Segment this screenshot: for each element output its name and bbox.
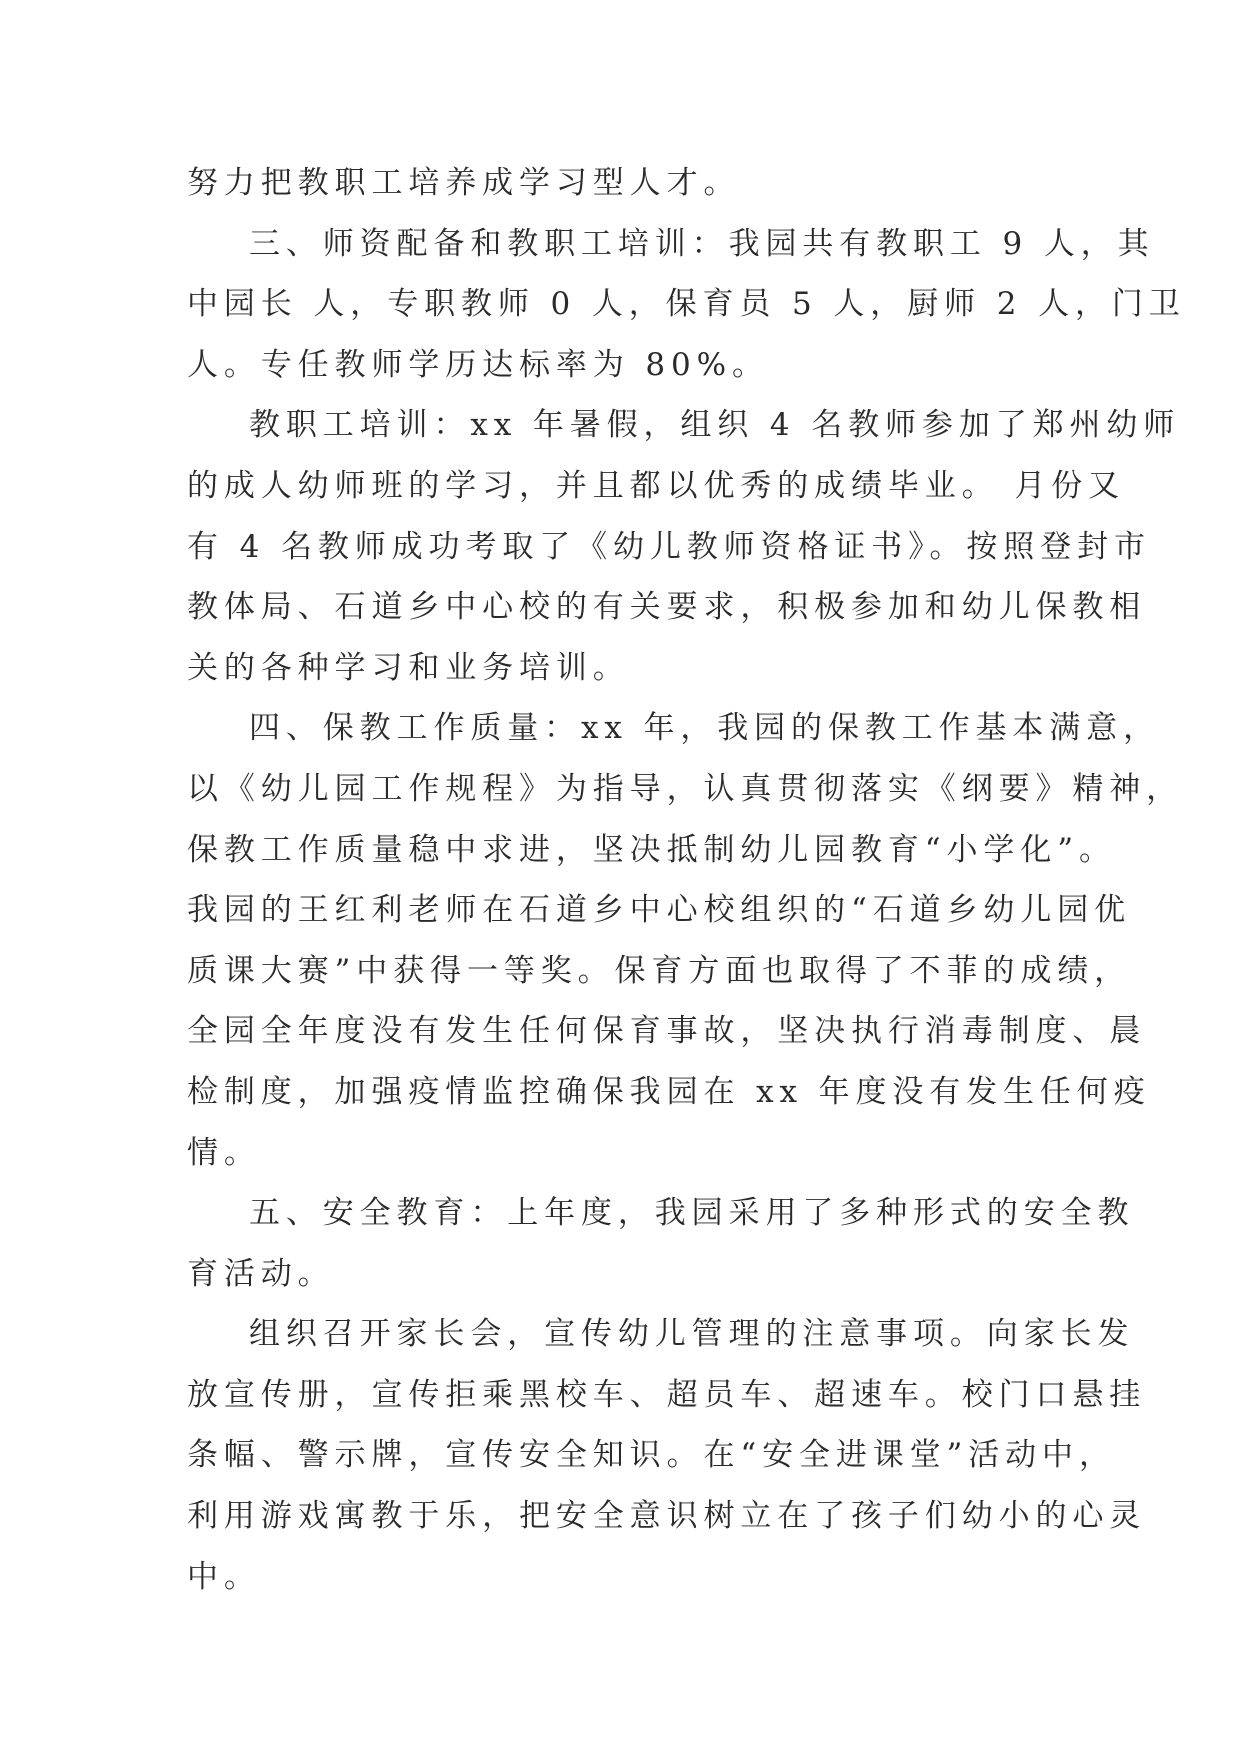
text-line: 条幅、警示牌，宣传安全知识。在“安全进课堂”活动中， <box>187 1437 1116 1474</box>
text-line: 的成人幼师班的学习，并且都以优秀的成绩毕业。 月份又 <box>187 467 1125 504</box>
document-body <box>187 153 1186 1607</box>
text-line: 四、保教工作质量：xx 年，我园的保教工作基本满意， <box>249 710 1160 747</box>
text-line: 三、师资配备和教职工培训：我园共有教职工 9 人，其 <box>249 225 1155 262</box>
text-line: 质课大赛”中获得一等奖。保育方面也取得了不菲的成绩， <box>187 952 1131 989</box>
text-line: 全园全年度没有发生任何保育事故，坚决执行消毒制度、晨 <box>187 1013 1147 1050</box>
text-line: 检制度，加强疫情监控确保我园在 xx 年度没有发生任何疫 <box>187 1073 1151 1110</box>
text-line: 中园长 人，专职教师 0 人，保育员 5 人，厨师 2 人，门卫 <box>187 286 1186 323</box>
text-line: 以《幼儿园工作规程》为指导，认真贯彻落实《纲要》精神， <box>187 770 1184 807</box>
text-line: 五、安全教育：上年度，我园采用了多种形式的安全教 <box>249 1195 1135 1232</box>
text-line: 教职工培训：xx 年暑假，组织 4 名教师参加了郑州幼师 <box>249 407 1181 444</box>
text-line: 关的各种学习和业务培训。 <box>187 649 630 686</box>
text-line: 育活动。 <box>187 1255 335 1292</box>
text-line: 中。 <box>187 1558 261 1595</box>
text-line: 情。 <box>187 1134 261 1171</box>
text-line: 有 4 名教师成功考取了《幼儿教师资格证书》。按照登封市 <box>187 528 1151 565</box>
text-line: 利用游戏寓教于乐，把安全意识树立在了孩子们幼小的心灵 <box>187 1498 1147 1535</box>
text-line: 我园的王红利老师在石道乡中心校组织的“石道乡幼儿园优 <box>187 892 1131 929</box>
text-line: 教体局、石道乡中心校的有关要求，积极参加和幼儿保教相 <box>187 589 1147 626</box>
text-line: 人。专任教师学历达标率为 80%。 <box>187 346 769 383</box>
text-line: 放宣传册，宣传拒乘黑校车、超员车、超速车。校门口悬挂 <box>187 1376 1147 1413</box>
text-line: 保教工作质量稳中求进，坚决抵制幼儿园教育“小学化”。 <box>187 831 1116 868</box>
text-line: 组织召开家长会，宣传幼儿管理的注意事项。向家长发 <box>249 1316 1135 1353</box>
text-line: 努力把教职工培养成学习型人才。 <box>187 165 741 201</box>
